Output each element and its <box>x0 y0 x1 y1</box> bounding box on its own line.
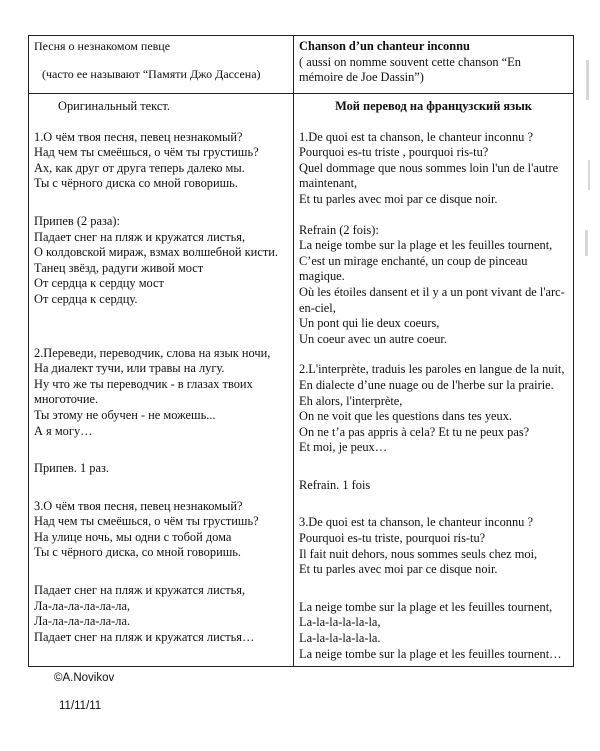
header-row <box>29 36 574 94</box>
translation-refrain-once: Refrain. 1 fois <box>299 477 371 492</box>
original-column-heading: Оригинальный текст. <box>58 99 170 113</box>
scan-artifact <box>576 60 594 320</box>
header-cell-translation <box>294 36 574 94</box>
translation-verse-3: 3.De quoi est ta chanson, le chanteur inconnu ? Pourquoi es-tu triste, pourquoi ris-tu? Il fait nuit dehors, nous sommes seuls chez moi, Et tu parles avec moi par ce disque noir. <box>299 515 538 577</box>
document-date: 11/11/11 <box>59 700 102 712</box>
translation-subtitle: ( aussi on nomme souvent cette chanson “En mémoire de Joe Dassin”) <box>299 54 521 85</box>
song-translation-table <box>28 35 574 667</box>
original-outro: Падает снег на пляж и кружатся листья, Ла-ла-ла-ла-ла-ла, Ла-ла-ла-ла-ла-ла. Падает снег на пляж и кружатся листья… <box>34 583 255 644</box>
translation-refrain: Refrain (2 fois): La neige tombe sur la plage et les feuilles tournent, C’est un mirage enchanté, un coup de pinceau magique. Où les étoiles dansent et il y a un pont vivant de l'arc-en-ciel, Un pont qui lie deux coeurs, Un coeur avec un autre coeur. <box>299 222 565 346</box>
original-lyrics-cell <box>29 94 294 667</box>
original-refrain: Припев (2 раза): Падает снег на пляж и кружатся листья, О колдовской мираж, взмах волшебной кисти. Танец звёзд, радуги живой мост От сердца к сердцу мост От сердца к сердцу. <box>34 213 278 306</box>
translation-column-heading: Мой перевод на французский язык <box>335 99 532 113</box>
translation-lyrics-cell <box>294 94 574 667</box>
translation-verse-2: 2.L'interprète, traduis les paroles en langue de la nuit, En dialecte d’une nuage ou de l'herbe sur la prairie. Eh alors, l'interprète, On ne voit que les questions dans tes yeux. On ne t’a pas appris à cela? Et tu ne peux pas? Et moi, je peux… <box>299 362 565 455</box>
header-cell-original <box>29 36 294 94</box>
translation-title: Chanson d’un chanteur inconnu <box>299 39 470 53</box>
lyrics-row <box>29 94 574 667</box>
original-verse-3: 3.О чём твоя песня, певец незнакомый? Над чем ты смеёшься, о чём ты грустишь? На улице ночь, мы одни с тобой дома Ты с чёрного диска, со мной говоришь. <box>34 498 259 560</box>
original-verse-2: 2.Переведи, переводчик, слова на язык ночи, На диалект тучи, или травы на лугу. Ну что же ты переводчик - в глазах твоих многоточие. Ты этому не обучен - не можешь... А я могу… <box>34 345 271 438</box>
original-subtitle: (часто ее называют “Памяти Джо Дассена) <box>42 66 261 81</box>
original-title: Песня о незнакомом певце <box>34 39 171 53</box>
translation-verse-1: 1.De quoi est ta chanson, le chanteur inconnu ? Pourquoi es-tu triste , pourquoi ris-tu? Quel dommage que nous sommes loin l'un de l'autre maintenant, Et tu parles avec moi par ce disque noir. <box>299 129 559 206</box>
copyright-notice: ©A.Novikov <box>54 672 115 684</box>
translation-outro: La neige tombe sur la plage et les feuilles tournent, La-la-la-la-la-la, La-la-la-la-la-la. La neige tombe sur la plage et les feuilles tournent… <box>299 599 562 661</box>
original-refrain-once: Припев. 1 раз. <box>34 461 109 476</box>
original-verse-1: 1.О чём твоя песня, певец незнакомый? Над чем ты смеёшься, о чём ты грустишь? Ах, как друг от друга теперь далеко мы. Ты с чёрного диска со мной говоришь. <box>34 129 259 191</box>
